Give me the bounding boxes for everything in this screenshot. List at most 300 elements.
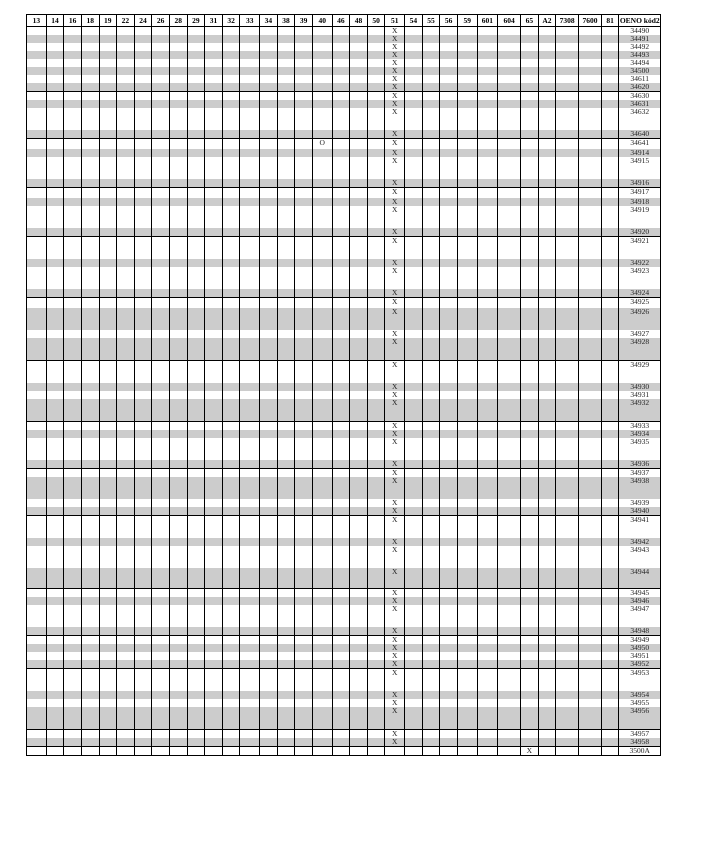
- empty-cell: [99, 730, 117, 739]
- empty-cell: [350, 477, 368, 499]
- empty-cell: [350, 27, 368, 36]
- empty-cell: [260, 267, 278, 289]
- empty-cell: [295, 538, 313, 546]
- empty-cell: [81, 605, 99, 627]
- empty-cell: [64, 391, 82, 399]
- oeno-code-cell: 34923: [619, 267, 661, 289]
- empty-cell: [579, 605, 602, 627]
- empty-cell: [277, 477, 295, 499]
- empty-cell: [422, 546, 440, 568]
- table-row: [27, 267, 661, 289]
- empty-cell: [134, 652, 152, 660]
- empty-cell: [579, 546, 602, 568]
- empty-cell: [312, 605, 332, 627]
- empty-cell: [64, 691, 82, 699]
- empty-cell: [295, 399, 313, 422]
- empty-cell: [81, 669, 99, 692]
- empty-cell: [498, 206, 521, 228]
- empty-cell: [187, 507, 205, 516]
- empty-cell: [260, 747, 278, 756]
- empty-cell: [440, 383, 458, 391]
- empty-cell: [521, 507, 539, 516]
- empty-cell: [457, 438, 477, 460]
- empty-cell: [99, 383, 117, 391]
- empty-cell: [260, 67, 278, 75]
- empty-cell: [477, 568, 498, 589]
- empty-cell: [295, 546, 313, 568]
- empty-cell: [405, 298, 423, 309]
- empty-cell: [422, 422, 440, 431]
- empty-cell: [152, 652, 170, 660]
- empty-cell: [64, 149, 82, 157]
- empty-cell: [367, 43, 385, 51]
- empty-cell: [332, 259, 350, 267]
- empty-cell: [367, 83, 385, 92]
- mark-cell: X: [385, 330, 405, 338]
- empty-cell: [295, 383, 313, 391]
- empty-cell: [350, 499, 368, 507]
- col-header: 18: [81, 15, 99, 27]
- empty-cell: [222, 188, 240, 199]
- empty-cell: [205, 130, 223, 139]
- empty-cell: [332, 51, 350, 59]
- empty-cell: [295, 597, 313, 605]
- empty-cell: [457, 100, 477, 108]
- empty-cell: [457, 130, 477, 139]
- empty-cell: [99, 438, 117, 460]
- empty-cell: [222, 51, 240, 59]
- empty-cell: [64, 383, 82, 391]
- empty-cell: [295, 636, 313, 645]
- empty-cell: [222, 330, 240, 338]
- empty-cell: [27, 507, 47, 516]
- oeno-code-cell: 34934: [619, 430, 661, 438]
- empty-cell: [81, 361, 99, 384]
- empty-cell: [260, 707, 278, 730]
- empty-cell: [422, 298, 440, 309]
- mark-cell: X: [385, 308, 405, 330]
- empty-cell: [498, 469, 521, 478]
- empty-cell: [477, 198, 498, 206]
- table-row: [27, 507, 661, 516]
- empty-cell: [222, 546, 240, 568]
- empty-cell: [405, 289, 423, 298]
- empty-cell: [440, 198, 458, 206]
- empty-cell: [367, 75, 385, 83]
- empty-cell: [440, 289, 458, 298]
- empty-cell: [134, 188, 152, 199]
- empty-cell: [117, 636, 135, 645]
- empty-cell: [422, 499, 440, 507]
- empty-cell: [64, 228, 82, 237]
- empty-cell: [117, 747, 135, 756]
- empty-cell: [240, 157, 260, 179]
- empty-cell: [457, 669, 477, 692]
- empty-cell: [440, 747, 458, 756]
- empty-cell: [538, 157, 556, 179]
- empty-cell: [152, 507, 170, 516]
- empty-cell: [367, 298, 385, 309]
- empty-cell: [601, 383, 619, 391]
- empty-cell: [350, 644, 368, 652]
- empty-cell: [477, 383, 498, 391]
- empty-cell: [498, 51, 521, 59]
- empty-cell: [312, 59, 332, 67]
- empty-cell: [350, 469, 368, 478]
- empty-cell: [332, 100, 350, 108]
- empty-cell: [422, 399, 440, 422]
- mark-cell: X: [385, 83, 405, 92]
- empty-cell: [538, 139, 556, 150]
- empty-cell: [601, 430, 619, 438]
- empty-cell: [295, 644, 313, 652]
- empty-cell: [538, 691, 556, 699]
- empty-cell: [99, 27, 117, 36]
- empty-cell: [477, 636, 498, 645]
- empty-cell: [277, 538, 295, 546]
- empty-cell: [440, 430, 458, 438]
- empty-cell: [422, 289, 440, 298]
- table-row: [27, 707, 661, 730]
- empty-cell: [350, 738, 368, 747]
- empty-cell: [579, 438, 602, 460]
- empty-cell: [538, 108, 556, 130]
- empty-cell: [99, 460, 117, 469]
- empty-cell: [152, 267, 170, 289]
- empty-cell: [240, 699, 260, 707]
- empty-cell: [117, 460, 135, 469]
- empty-cell: [477, 308, 498, 330]
- mark-cell: X: [385, 188, 405, 199]
- empty-cell: [152, 589, 170, 598]
- empty-cell: [169, 507, 187, 516]
- empty-cell: [46, 516, 64, 539]
- empty-cell: [477, 259, 498, 267]
- empty-cell: [538, 460, 556, 469]
- empty-cell: [27, 469, 47, 478]
- empty-cell: [498, 100, 521, 108]
- empty-cell: [498, 660, 521, 669]
- empty-cell: [187, 51, 205, 59]
- empty-cell: [260, 130, 278, 139]
- empty-cell: [134, 130, 152, 139]
- empty-cell: [332, 469, 350, 478]
- empty-cell: [367, 361, 385, 384]
- empty-cell: [222, 383, 240, 391]
- empty-cell: [117, 644, 135, 652]
- empty-cell: [187, 338, 205, 361]
- empty-cell: [222, 130, 240, 139]
- empty-cell: [422, 338, 440, 361]
- empty-cell: [260, 568, 278, 589]
- empty-cell: [152, 206, 170, 228]
- empty-cell: [240, 27, 260, 36]
- mark-cell: X: [385, 660, 405, 669]
- empty-cell: [295, 157, 313, 179]
- empty-cell: [81, 589, 99, 598]
- empty-cell: [222, 568, 240, 589]
- empty-cell: [134, 644, 152, 652]
- oeno-code-cell: 34958: [619, 738, 661, 747]
- empty-cell: [99, 100, 117, 108]
- empty-cell: [152, 399, 170, 422]
- empty-cell: [46, 188, 64, 199]
- empty-cell: [405, 747, 423, 756]
- empty-cell: [367, 652, 385, 660]
- mark-cell: X: [385, 691, 405, 699]
- empty-cell: [422, 206, 440, 228]
- empty-cell: [440, 149, 458, 157]
- empty-cell: [601, 546, 619, 568]
- empty-cell: [556, 51, 579, 59]
- empty-cell: [27, 597, 47, 605]
- empty-cell: [405, 75, 423, 83]
- empty-cell: [64, 605, 82, 627]
- empty-cell: [538, 188, 556, 199]
- empty-cell: [260, 669, 278, 692]
- empty-cell: [222, 228, 240, 237]
- empty-cell: [46, 51, 64, 59]
- empty-cell: [579, 669, 602, 692]
- empty-cell: [440, 75, 458, 83]
- mark-cell: X: [385, 738, 405, 747]
- oeno-code-cell: 34944: [619, 568, 661, 589]
- empty-cell: [187, 636, 205, 645]
- empty-cell: [312, 188, 332, 199]
- empty-cell: [27, 179, 47, 188]
- oeno-code-cell: 34940: [619, 507, 661, 516]
- empty-cell: [152, 139, 170, 150]
- empty-cell: [332, 707, 350, 730]
- table-row: [27, 391, 661, 399]
- col-header: 601: [477, 15, 498, 27]
- empty-cell: [601, 747, 619, 756]
- empty-cell: [222, 259, 240, 267]
- col-header: 14: [46, 15, 64, 27]
- empty-cell: [169, 100, 187, 108]
- empty-cell: [538, 289, 556, 298]
- empty-cell: [422, 568, 440, 589]
- empty-cell: [579, 460, 602, 469]
- empty-cell: [498, 35, 521, 43]
- empty-cell: [579, 237, 602, 260]
- empty-cell: [440, 669, 458, 692]
- empty-cell: [187, 747, 205, 756]
- empty-cell: [579, 644, 602, 652]
- empty-cell: [187, 67, 205, 75]
- table-row: [27, 27, 661, 36]
- empty-cell: [295, 92, 313, 101]
- empty-cell: [169, 589, 187, 598]
- empty-cell: [187, 188, 205, 199]
- empty-cell: [422, 430, 440, 438]
- empty-cell: [222, 139, 240, 150]
- empty-cell: [169, 430, 187, 438]
- empty-cell: [27, 477, 47, 499]
- empty-cell: [152, 308, 170, 330]
- empty-cell: [556, 627, 579, 636]
- empty-cell: [477, 438, 498, 460]
- empty-cell: [440, 660, 458, 669]
- empty-cell: [367, 130, 385, 139]
- col-header: 24: [134, 15, 152, 27]
- empty-cell: [538, 206, 556, 228]
- empty-cell: [205, 51, 223, 59]
- empty-cell: [117, 438, 135, 460]
- empty-cell: [405, 605, 423, 627]
- empty-cell: [457, 469, 477, 478]
- empty-cell: [169, 59, 187, 67]
- empty-cell: [117, 157, 135, 179]
- empty-cell: [405, 59, 423, 67]
- empty-cell: [538, 179, 556, 188]
- empty-cell: [187, 35, 205, 43]
- empty-cell: [521, 130, 539, 139]
- empty-cell: [538, 228, 556, 237]
- empty-cell: [601, 27, 619, 36]
- empty-cell: [117, 691, 135, 699]
- empty-cell: [440, 100, 458, 108]
- oeno-code-cell: 34924: [619, 289, 661, 298]
- empty-cell: [205, 597, 223, 605]
- empty-cell: [367, 738, 385, 747]
- empty-cell: [240, 499, 260, 507]
- empty-cell: [117, 267, 135, 289]
- empty-cell: [27, 660, 47, 669]
- empty-cell: [187, 438, 205, 460]
- empty-cell: [64, 652, 82, 660]
- empty-cell: [240, 538, 260, 546]
- empty-cell: [205, 669, 223, 692]
- empty-cell: [152, 546, 170, 568]
- empty-cell: [134, 605, 152, 627]
- empty-cell: [332, 589, 350, 598]
- empty-cell: [295, 198, 313, 206]
- table-row: [27, 699, 661, 707]
- empty-cell: [312, 699, 332, 707]
- empty-cell: [556, 597, 579, 605]
- empty-cell: [187, 228, 205, 237]
- empty-cell: [332, 92, 350, 101]
- col-header: OENO kód2: [619, 16, 660, 25]
- empty-cell: [117, 51, 135, 59]
- empty-cell: [556, 361, 579, 384]
- empty-cell: [240, 330, 260, 338]
- empty-cell: [187, 460, 205, 469]
- empty-cell: [332, 361, 350, 384]
- table-row: [27, 730, 661, 739]
- empty-cell: [521, 330, 539, 338]
- empty-cell: [240, 636, 260, 645]
- empty-cell: [521, 67, 539, 75]
- empty-cell: [277, 652, 295, 660]
- empty-cell: [422, 139, 440, 150]
- empty-cell: [579, 507, 602, 516]
- empty-cell: [422, 707, 440, 730]
- empty-cell: [556, 499, 579, 507]
- empty-cell: [205, 298, 223, 309]
- empty-cell: [187, 516, 205, 539]
- col-header: 19: [99, 15, 117, 27]
- empty-cell: [46, 149, 64, 157]
- mark-cell: X: [385, 108, 405, 130]
- empty-cell: [46, 707, 64, 730]
- empty-cell: [579, 516, 602, 539]
- oeno-code-cell: 34611: [619, 75, 661, 83]
- empty-cell: [27, 27, 47, 36]
- empty-cell: [27, 43, 47, 51]
- empty-cell: [601, 627, 619, 636]
- empty-cell: [152, 92, 170, 101]
- empty-cell: [440, 422, 458, 431]
- empty-cell: [46, 228, 64, 237]
- empty-cell: [152, 338, 170, 361]
- table-row: [27, 738, 661, 747]
- empty-cell: [440, 108, 458, 130]
- empty-cell: [260, 149, 278, 157]
- empty-cell: [457, 188, 477, 199]
- empty-cell: [312, 399, 332, 422]
- empty-cell: [81, 477, 99, 499]
- empty-cell: [538, 507, 556, 516]
- empty-cell: [260, 206, 278, 228]
- empty-cell: [205, 747, 223, 756]
- empty-cell: [99, 605, 117, 627]
- empty-cell: [117, 589, 135, 598]
- empty-cell: [422, 730, 440, 739]
- empty-cell: [117, 308, 135, 330]
- empty-cell: [422, 391, 440, 399]
- empty-cell: [99, 92, 117, 101]
- empty-cell: [422, 83, 440, 92]
- empty-cell: [295, 422, 313, 431]
- empty-cell: [312, 730, 332, 739]
- empty-cell: [169, 51, 187, 59]
- table-row: [27, 460, 661, 469]
- empty-cell: [440, 179, 458, 188]
- empty-cell: [350, 228, 368, 237]
- empty-cell: [117, 660, 135, 669]
- empty-cell: [240, 460, 260, 469]
- empty-cell: [240, 627, 260, 636]
- empty-cell: [205, 589, 223, 598]
- empty-cell: [521, 75, 539, 83]
- empty-cell: [64, 259, 82, 267]
- empty-cell: [367, 499, 385, 507]
- empty-cell: [521, 179, 539, 188]
- empty-cell: [222, 198, 240, 206]
- empty-cell: [422, 660, 440, 669]
- empty-cell: [277, 469, 295, 478]
- oeno-code-cell: 34494: [619, 59, 661, 67]
- empty-cell: [579, 83, 602, 92]
- empty-cell: [556, 75, 579, 83]
- empty-cell: [556, 747, 579, 756]
- empty-cell: [332, 59, 350, 67]
- empty-cell: [46, 605, 64, 627]
- empty-cell: [556, 636, 579, 645]
- empty-cell: [27, 92, 47, 101]
- empty-cell: [81, 198, 99, 206]
- empty-cell: [152, 130, 170, 139]
- empty-cell: [422, 308, 440, 330]
- empty-cell: [117, 27, 135, 36]
- empty-cell: [422, 237, 440, 260]
- empty-cell: [422, 179, 440, 188]
- table-row: [27, 597, 661, 605]
- empty-cell: [538, 660, 556, 669]
- empty-cell: [312, 149, 332, 157]
